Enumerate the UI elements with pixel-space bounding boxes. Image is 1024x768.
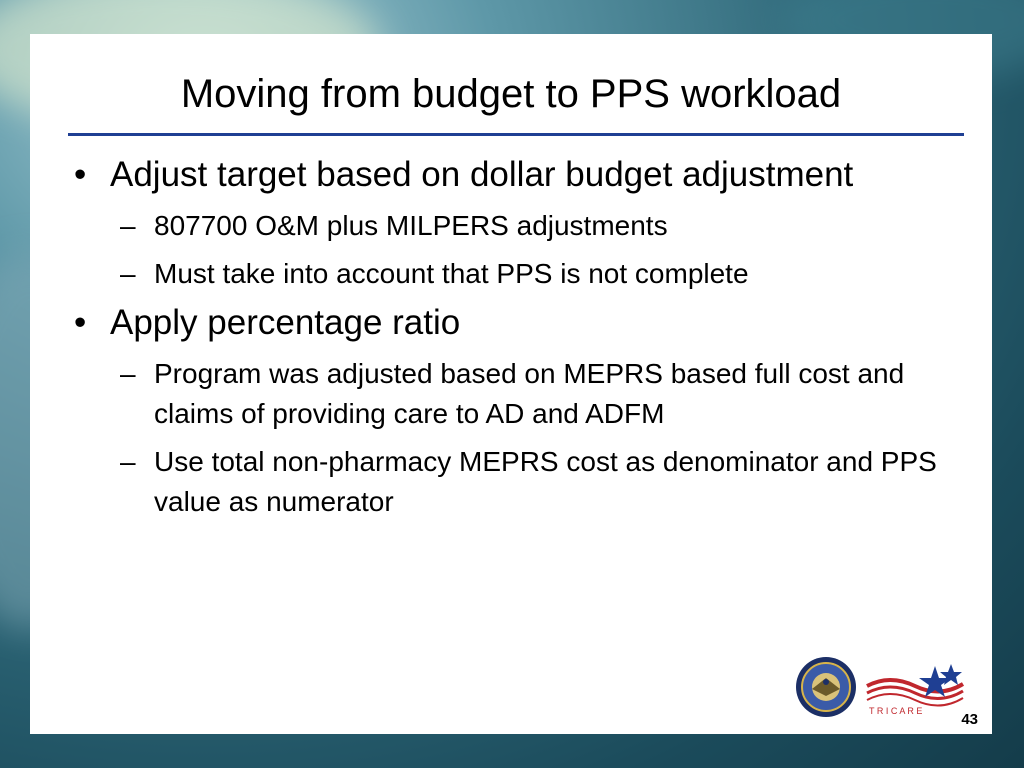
- bullet-text: Adjust target based on dollar budget adjustment: [110, 155, 854, 194]
- page-number: 43: [961, 711, 978, 728]
- sub-bullet-marker: –: [120, 358, 136, 389]
- slide-content: [30, 34, 992, 734]
- slide-title: Moving from budget to PPS workload: [180, 72, 842, 116]
- sub-bullet-text: 807700 O&M plus MILPERS adjustments: [154, 210, 668, 241]
- logos: [795, 656, 970, 720]
- tricare-wordmark: T R I C A R E: [869, 706, 923, 716]
- tricare-logo-icon: [865, 656, 965, 716]
- sub-bullet-text: Must take into account that PPS is not complete: [154, 258, 749, 289]
- bullet-item: [70, 154, 970, 196]
- sub-bullet-text: Program was adjusted based on MEPRS based full cost and claims of providing care to AD and ADFM: [154, 358, 905, 429]
- sub-bullet-text: Use total non-pharmacy MEPRS cost as denominator and PPS value as numerator: [154, 446, 937, 517]
- bullet-marker: •: [74, 303, 87, 342]
- bullet-marker: •: [74, 155, 87, 194]
- sub-bullet-marker: –: [120, 446, 136, 477]
- sub-bullet-item: [70, 442, 970, 522]
- title-divider: [68, 133, 964, 136]
- sub-bullet-marker: –: [120, 258, 136, 289]
- slide-body: [70, 154, 970, 530]
- bullet-item: [70, 302, 970, 344]
- sub-bullet-marker: –: [120, 210, 136, 241]
- bullet-text: Apply percentage ratio: [110, 303, 461, 342]
- sub-bullet-item: [70, 254, 970, 294]
- sub-bullet-item: [70, 206, 970, 246]
- sub-bullet-item: [70, 354, 970, 434]
- dod-seal-icon: [795, 656, 857, 718]
